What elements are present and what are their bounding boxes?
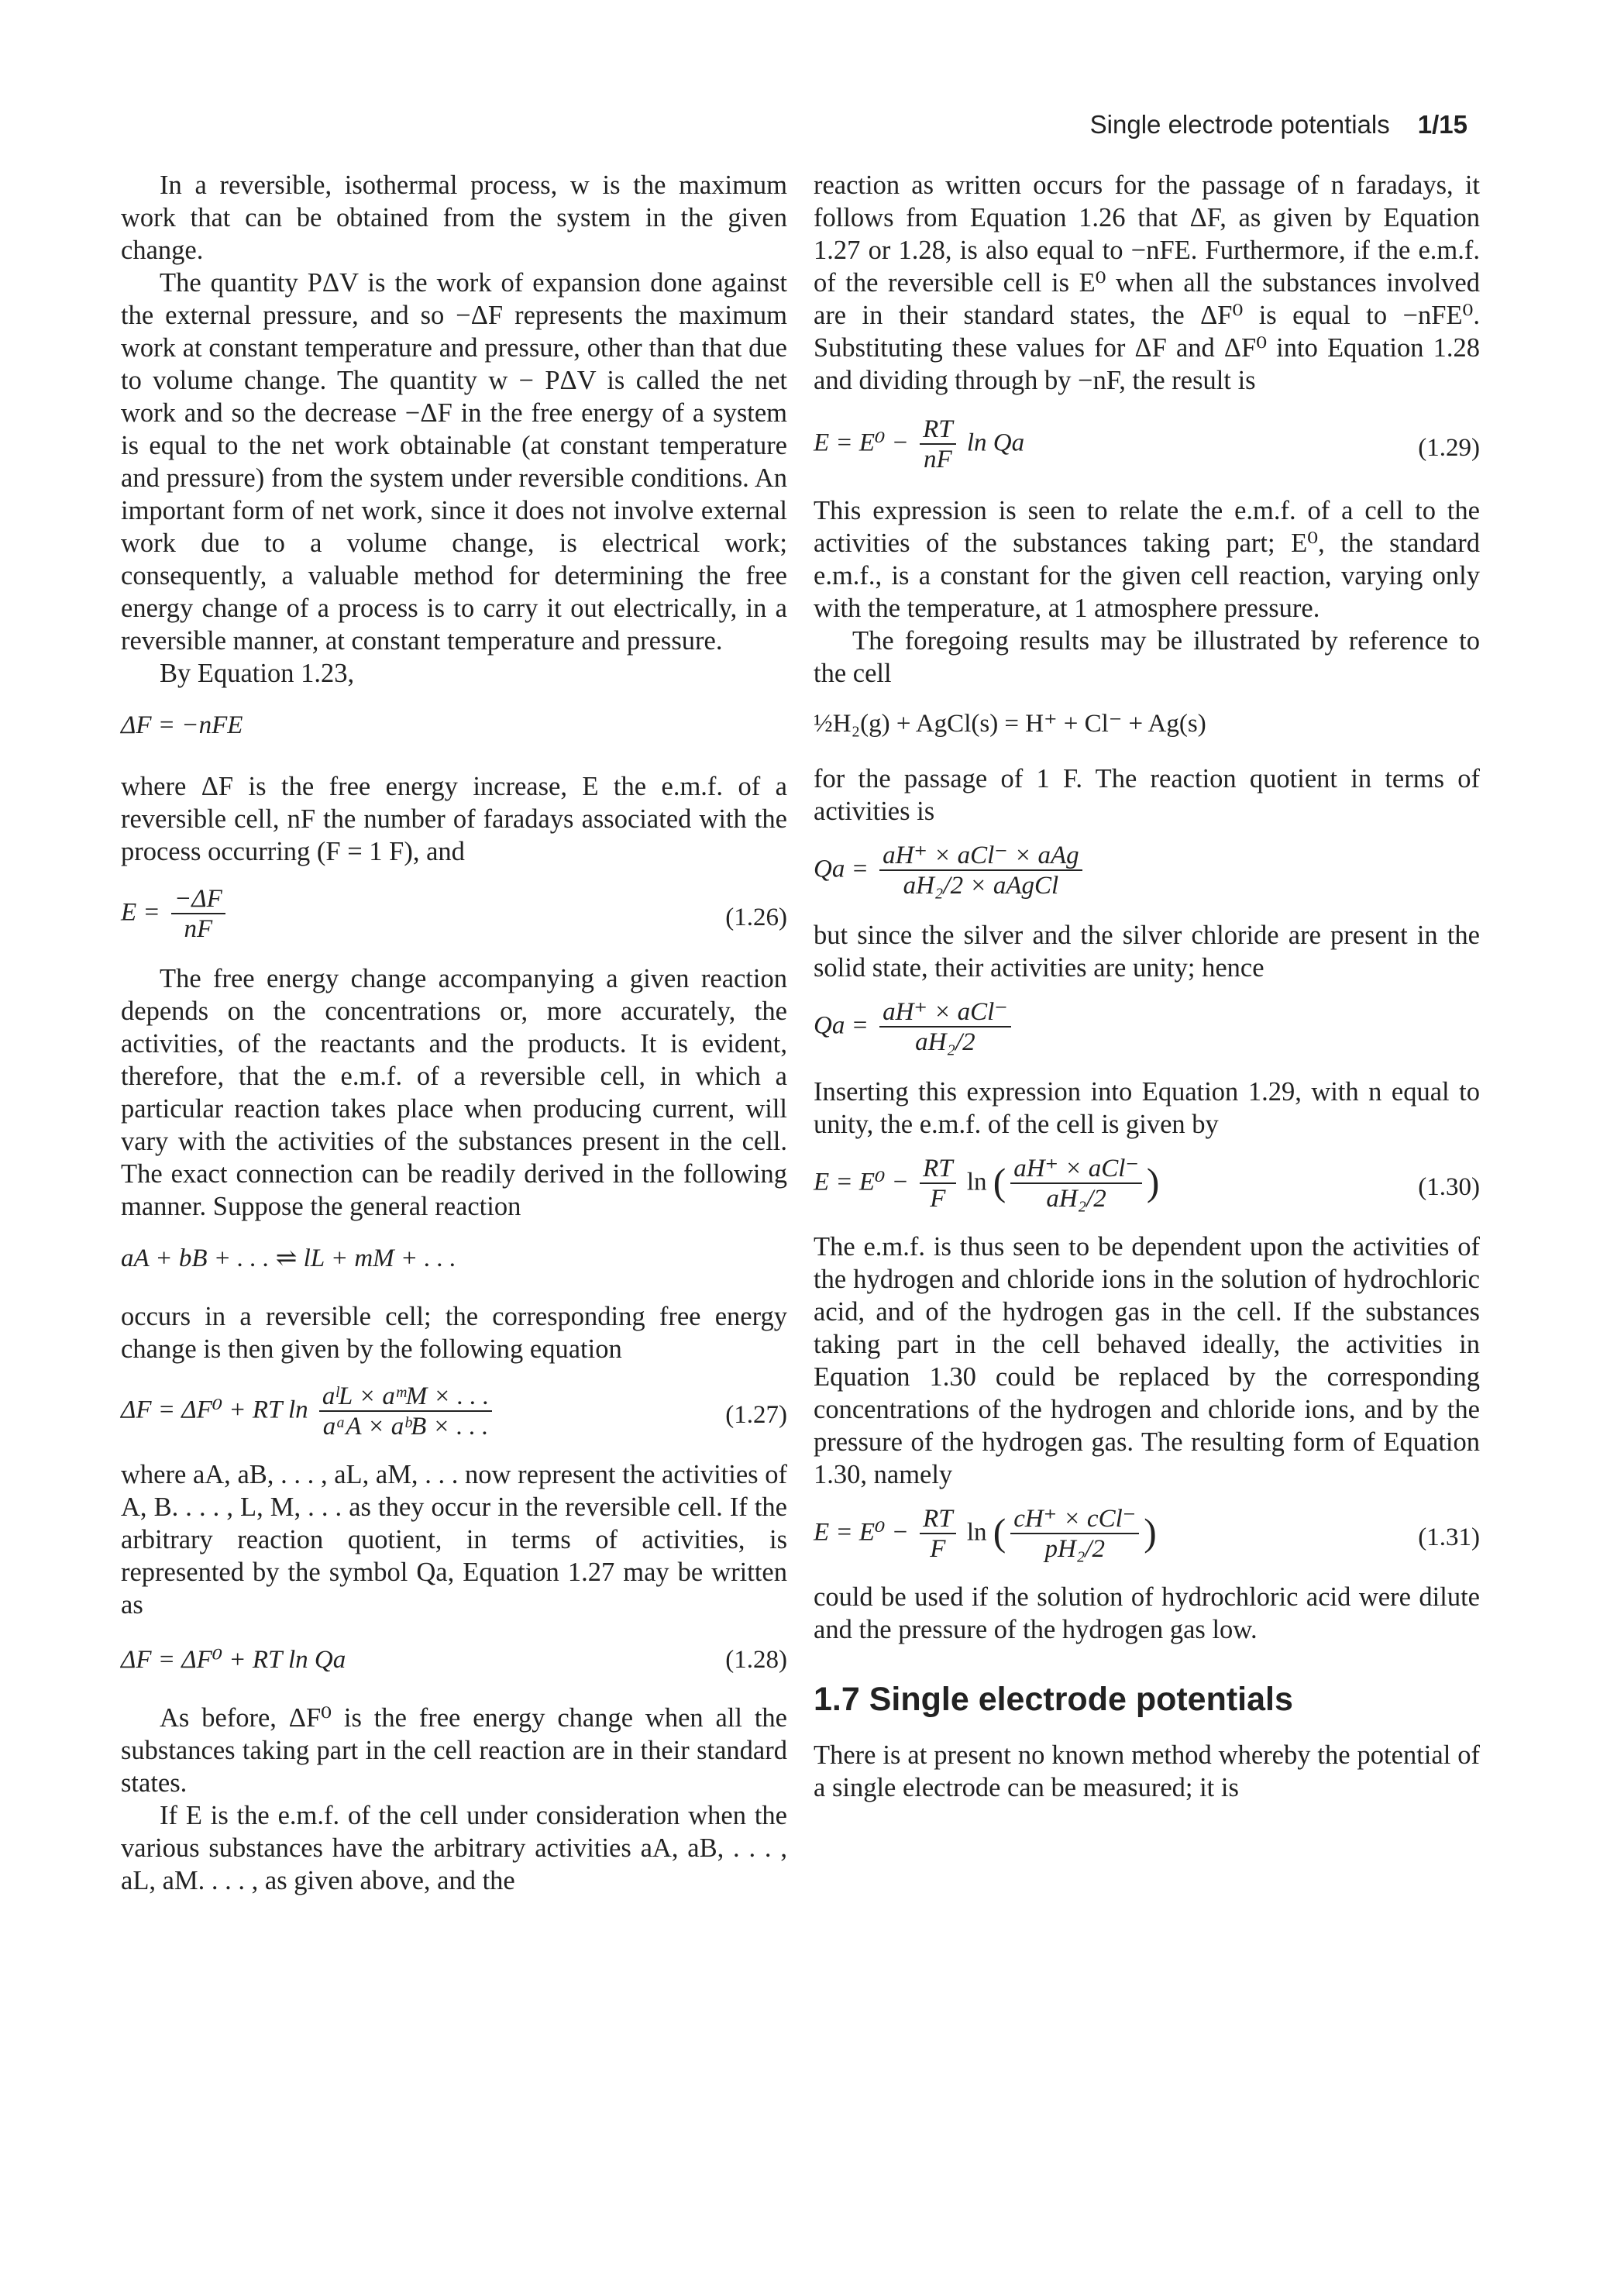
fraction-numerator: −ΔF xyxy=(171,885,225,914)
fraction-numerator: aH⁺ × aCl⁻ xyxy=(1010,1155,1142,1184)
open-parenthesis: ( xyxy=(993,1511,1006,1554)
paragraph: for the passage of 1 F. The reaction quotient in terms of activities is xyxy=(814,764,1480,826)
paragraph: In a reversible, isothermal process, w is the maximum work that can be obtained from the system in the given change. xyxy=(121,170,787,265)
equation-lhs: E = xyxy=(121,898,160,927)
fraction xyxy=(1010,1155,1142,1213)
equation-number: (1.30) xyxy=(1418,1173,1480,1201)
page-number: 1/15 xyxy=(1417,110,1467,139)
paragraph: As before, ΔF⁰ is the free energy change when all the substances taking part in the cell reaction are in their standard states. xyxy=(121,1703,787,1798)
fraction-numerator: RT xyxy=(920,1155,956,1184)
fraction xyxy=(879,842,1082,900)
fraction-numerator: aH⁺ × aCl⁻ × aAg xyxy=(879,842,1082,871)
fraction xyxy=(920,1505,956,1564)
paragraph: This expression is seen to relate the e.m.f. of a cell to the activities of the substances taking part; E⁰, the standard e.m.f., is a constant for the given cell reaction, varying only with the temperature, at 1 atmosphere pressure. xyxy=(814,496,1480,623)
paragraph: The free energy change accompanying a given reaction depends on the concentrations or, more accurately, the activities, of the reactants and the products. It is evident, therefore, that the e.m.f. of a reversible cell, in which a particular reaction takes place when producing current, will vary with the activities of the substances present in the cell. The exact connection can be readily derived in the following manner. Suppose the general reaction xyxy=(121,964,787,1221)
paragraph: The quantity PΔV is the work of expansion done against the external pressure, and so −ΔF represents the maximum work at constant temperature and pressure, other than that due to volume change. The quantity w − PΔV is called the net work and so the decrease −ΔF in the free energy of a system is equal to the net work obtainable (at constant temperature and pressure) from the system under reversible conditions. An important form of net work, since it does not involve external work due to a volume change, is electrical work; consequently, a valuable method for determining the free energy change of a process is to carry it out electrically, in a reversible manner, at constant temperature and pressure. xyxy=(121,268,787,656)
equation-lhs: Qa = xyxy=(814,855,869,883)
equation-lhs: ΔF = ΔF⁰ + RT ln xyxy=(121,1396,308,1424)
equation-number: (1.26) xyxy=(725,904,787,931)
equation-number: (1.28) xyxy=(725,1646,787,1674)
paragraph: occurs in a reversible cell; the corresponding free energy change is then given by the following equation xyxy=(121,1302,787,1364)
equation-lhs: Qa = xyxy=(814,1011,869,1040)
paragraph: There is at present no known method whereby the potential of a single electrode can be measured; it is xyxy=(814,1740,1480,1802)
equation-text: aA + bB + . . . ⇌ lL + mM + . . . xyxy=(121,1244,456,1272)
fraction-numerator: cH⁺ × cCl⁻ xyxy=(1010,1505,1139,1534)
paragraph: where ΔF is the free energy increase, E the e.m.f. of a reversible cell, nF the number of faradays associated with the process occurring (F = 1 F), and xyxy=(121,772,787,866)
open-parenthesis: ( xyxy=(993,1161,1006,1203)
fraction xyxy=(171,885,225,944)
fraction-denominator: aH₂/2 xyxy=(1046,1185,1106,1213)
close-parenthesis: ) xyxy=(1144,1511,1157,1554)
fraction-denominator: F xyxy=(930,1535,946,1563)
equation-lhs: E = E⁰ − xyxy=(814,1168,909,1196)
running-header-title: Single electrode potentials xyxy=(1089,110,1390,139)
equation-1-30 xyxy=(814,1155,1480,1213)
paragraph: where aA, aB, . . . , aL, aM, . . . now represent the activities of A, B. . . . , L, M, . . . as they occur in the reversible cell. If the arbitrary reaction quotient, in terms of activities, is represented by the symbol Qa, Equation 1.27 may be written as xyxy=(121,1460,787,1620)
equation-1-31 xyxy=(814,1505,1480,1564)
equation-1-29 xyxy=(814,415,1480,474)
fraction xyxy=(1010,1505,1139,1564)
equation-number: (1.27) xyxy=(725,1401,787,1429)
equation-text: ½H₂(g) + AgCl(s) = H⁺ + Cl⁻ + Ag(s) xyxy=(814,710,1206,738)
fraction-denominator: aH₂/2 × aAgCl xyxy=(903,872,1059,900)
equation-number: (1.29) xyxy=(1418,434,1480,462)
fraction xyxy=(920,415,956,474)
equation-free-energy xyxy=(121,710,787,741)
equation-rhs: ln Qa xyxy=(966,429,1025,457)
running-header xyxy=(1090,110,1467,139)
equation-reaction-quotient-simplified xyxy=(814,998,1480,1057)
fraction-denominator: aᵃA × aᵇB × . . . xyxy=(322,1413,489,1441)
equation-lhs: E = E⁰ − xyxy=(814,1518,909,1547)
close-parenthesis: ) xyxy=(1146,1161,1160,1203)
paragraph: but since the silver and the silver chloride are present in the solid state, their activities are unity; hence xyxy=(814,921,1480,983)
fraction-numerator: aH⁺ × aCl⁻ xyxy=(879,998,1011,1028)
equation-ln: ln xyxy=(966,1518,987,1547)
right-column xyxy=(814,169,1480,1804)
fraction-denominator: aH₂/2 xyxy=(915,1028,975,1056)
fraction-denominator: nF xyxy=(184,915,213,943)
equation-lhs: E = E⁰ − xyxy=(814,429,909,457)
paragraph: The e.m.f. is thus seen to be dependent upon the activities of the hydrogen and chloride ions in the solution of hydrochloric acid, and of the hydrogen gas in the cell. If the substances taking part in the cell behaved ideally, the activities in Equation 1.30 could be replaced by the corresponding concentrations of the hydrogen and chloride ions, and by the pressure of the hydrogen gas. The resulting form of Equation 1.30, namely xyxy=(814,1232,1480,1489)
paragraph: By Equation 1.23, xyxy=(160,659,355,688)
fraction-denominator: pH₂/2 xyxy=(1044,1535,1105,1563)
equation-ln: ln xyxy=(966,1168,987,1196)
equation-1-27 xyxy=(121,1382,787,1441)
fraction xyxy=(879,998,1011,1057)
fraction xyxy=(920,1155,956,1213)
equation-reaction-quotient xyxy=(814,842,1480,900)
paragraph: If E is the e.m.f. of the cell under consideration when the various substances have the arbitrary activities aA, aB, . . . , aL, aM. . . . , as given above, and the xyxy=(121,1801,787,1895)
paragraph: Inserting this expression into Equation 1.29, with n equal to unity, the e.m.f. of the cell is given by xyxy=(814,1077,1480,1139)
equation-1-28 xyxy=(121,1644,787,1675)
fraction-numerator: RT xyxy=(920,1505,956,1534)
section-heading: 1.7 Single electrode potentials xyxy=(814,1681,1293,1718)
equation-text: ΔF = ΔF⁰ + RT ln Qa xyxy=(121,1646,346,1674)
fraction-denominator: nF xyxy=(924,446,952,473)
equation-number: (1.31) xyxy=(1418,1523,1480,1551)
paragraph: reaction as written occurs for the passage of n faradays, it follows from Equation 1.26 that ΔF, as given by Equation 1.27 or 1.28, is also equal to −nFE. Furthermore, if the e.m.f. of the reversible cell is E⁰ when all the substances involved are in their standard states, the ΔF⁰ is equal to −nFE⁰. Substituting these values for ΔF and ΔF⁰ into Equation 1.28 and dividing through by −nF, the result is xyxy=(814,170,1480,395)
equation-cell-reaction xyxy=(814,708,1480,739)
fraction xyxy=(319,1382,492,1441)
equation-general-reaction xyxy=(121,1243,787,1274)
fraction-denominator: F xyxy=(930,1185,946,1213)
left-column xyxy=(121,169,787,1897)
paragraph: The foregoing results may be illustrated by reference to the cell xyxy=(814,626,1480,688)
equation-1-26 xyxy=(121,885,787,944)
fraction-numerator: RT xyxy=(920,415,956,445)
fraction-numerator: aˡL × aᵐM × . . . xyxy=(319,1382,492,1412)
paragraph: could be used if the solution of hydrochloric acid were dilute and the pressure of the hydrogen gas low. xyxy=(814,1582,1480,1644)
equation-text: ΔF = −nFE xyxy=(121,711,243,739)
